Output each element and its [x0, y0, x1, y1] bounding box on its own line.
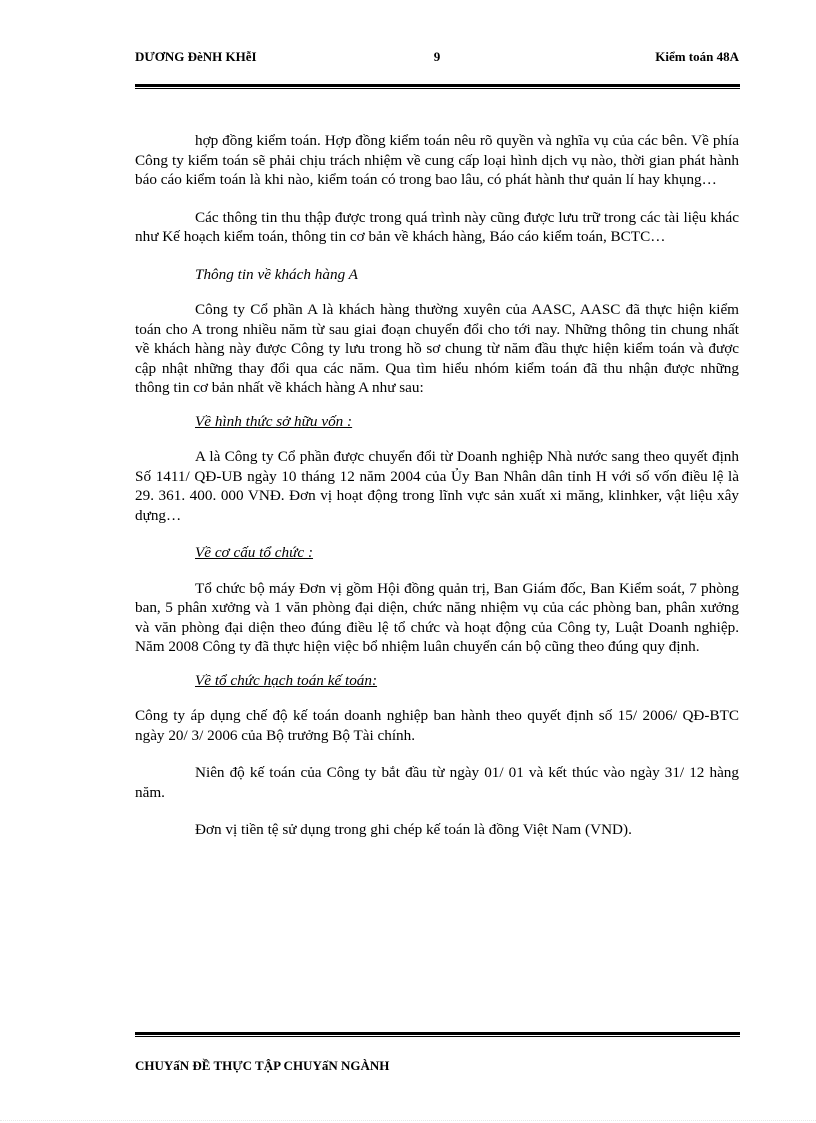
paragraph: Đơn vị tiền tệ sử dụng trong ghi chép kế toán là đồng Việt Nam (VND). — [195, 821, 632, 838]
document-body — [135, 131, 739, 858]
paragraph: Các thông tin thu thập được trong quá trình này cũng được lưu trữ trong các tài liệu khác như Kế hoạch kiểm toán, thông tin cơ bản về khách hàng, Báo cáo kiểm toán, BCTC… — [135, 208, 739, 245]
header-page-number: 9 — [433, 49, 441, 64]
paragraph: Công ty áp dụng chế độ kế toán doanh nghiệp ban hành theo quyết định số 15/ 2006/ QĐ-BTC ngày 20/ 3/ 2006 của Bộ trưởng Bộ Tài chính. — [135, 707, 739, 744]
footer-divider — [135, 1032, 740, 1037]
paragraph: A là Công ty Cổ phần được chuyển đổi từ Doanh nghiệp Nhà nước sang theo quyết định Số 1411/ QĐ-UB ngày 10 tháng 12 năm 2004 của Ủy Ban Nhân dân tỉnh H với số vốn điều lệ là 29. 361. 400. 000 VNĐ. Đơn vị hoạt động trong lĩnh vực sản xuất xi măng, klinhker, vật liệu xây dựng… — [135, 448, 739, 524]
paragraph: Công ty Cổ phần A là khách hàng thường xuyên của AASC, AASC đã thực hiện kiểm toán cho A trong nhiều năm từ sau giai đoạn chuyển đổi cho tới nay. Những thông tin chung nhất về khách hàng này được Công ty lưu trong hồ sơ chung từ năm đầu thực hiện kiểm toán và được cập nhật những thay đổi qua các năm. Qua tìm hiểu nhóm kiểm toán đã thu nhận được những thông tin cơ bản nhất về khách hàng A như sau: — [135, 301, 739, 396]
page-footer: CHUYấN ĐỀ THỰC TẬP CHUYấN NGÀNH — [135, 1058, 390, 1073]
paragraph: hợp đồng kiểm toán. Hợp đồng kiểm toán nêu rõ quyền và nghĩa vụ của các bên. Về phía Công ty kiểm toán sẽ phải chịu trách nhiệm về cung cấp loại hình dịch vụ nào, thời gian phát hành báo cáo kiểm toán là khi nào, kiểm toán có trong bao lâu, có phát hành thư quản lí hay khụng… — [135, 132, 739, 188]
header-divider — [135, 84, 740, 89]
section-heading: Thông tin về khách hàng A — [195, 265, 358, 283]
page-edge-dots — [0, 1120, 816, 1121]
header-class: Kiểm toán 48A — [655, 49, 739, 64]
page-header — [135, 49, 739, 69]
section-heading: Về tổ chức hạch toán kế toán: — [195, 671, 378, 689]
paragraph: Tổ chức bộ máy Đơn vị gồm Hội đồng quản trị, Ban Giám đốc, Ban Kiểm soát, 7 phòng ban, 5 phân xưởng và 1 văn phòng đại diện, chức năng nhiệm vụ của các phòng ban, phân xưởng và văn phòng đại diện theo đúng điều lệ tổ chức và hoạt động của Công ty, Luật Doanh nghiệp. Năm 2008 Công ty đã thực hiện việc bổ nhiệm luân chuyển cán bộ cũng theo đúng quy định. — [135, 579, 739, 655]
section-heading: Về hình thức sở hữu vốn : — [195, 412, 353, 430]
paragraph: Niên độ kế toán của Công ty bắt đầu từ ngày 01/ 01 và kết thúc vào ngày 31/ 12 hàng năm. — [135, 764, 739, 801]
header-author: DƯƠNG ĐèNH KHễI — [135, 49, 257, 64]
section-heading: Về cơ cấu tổ chức : — [195, 544, 314, 561]
